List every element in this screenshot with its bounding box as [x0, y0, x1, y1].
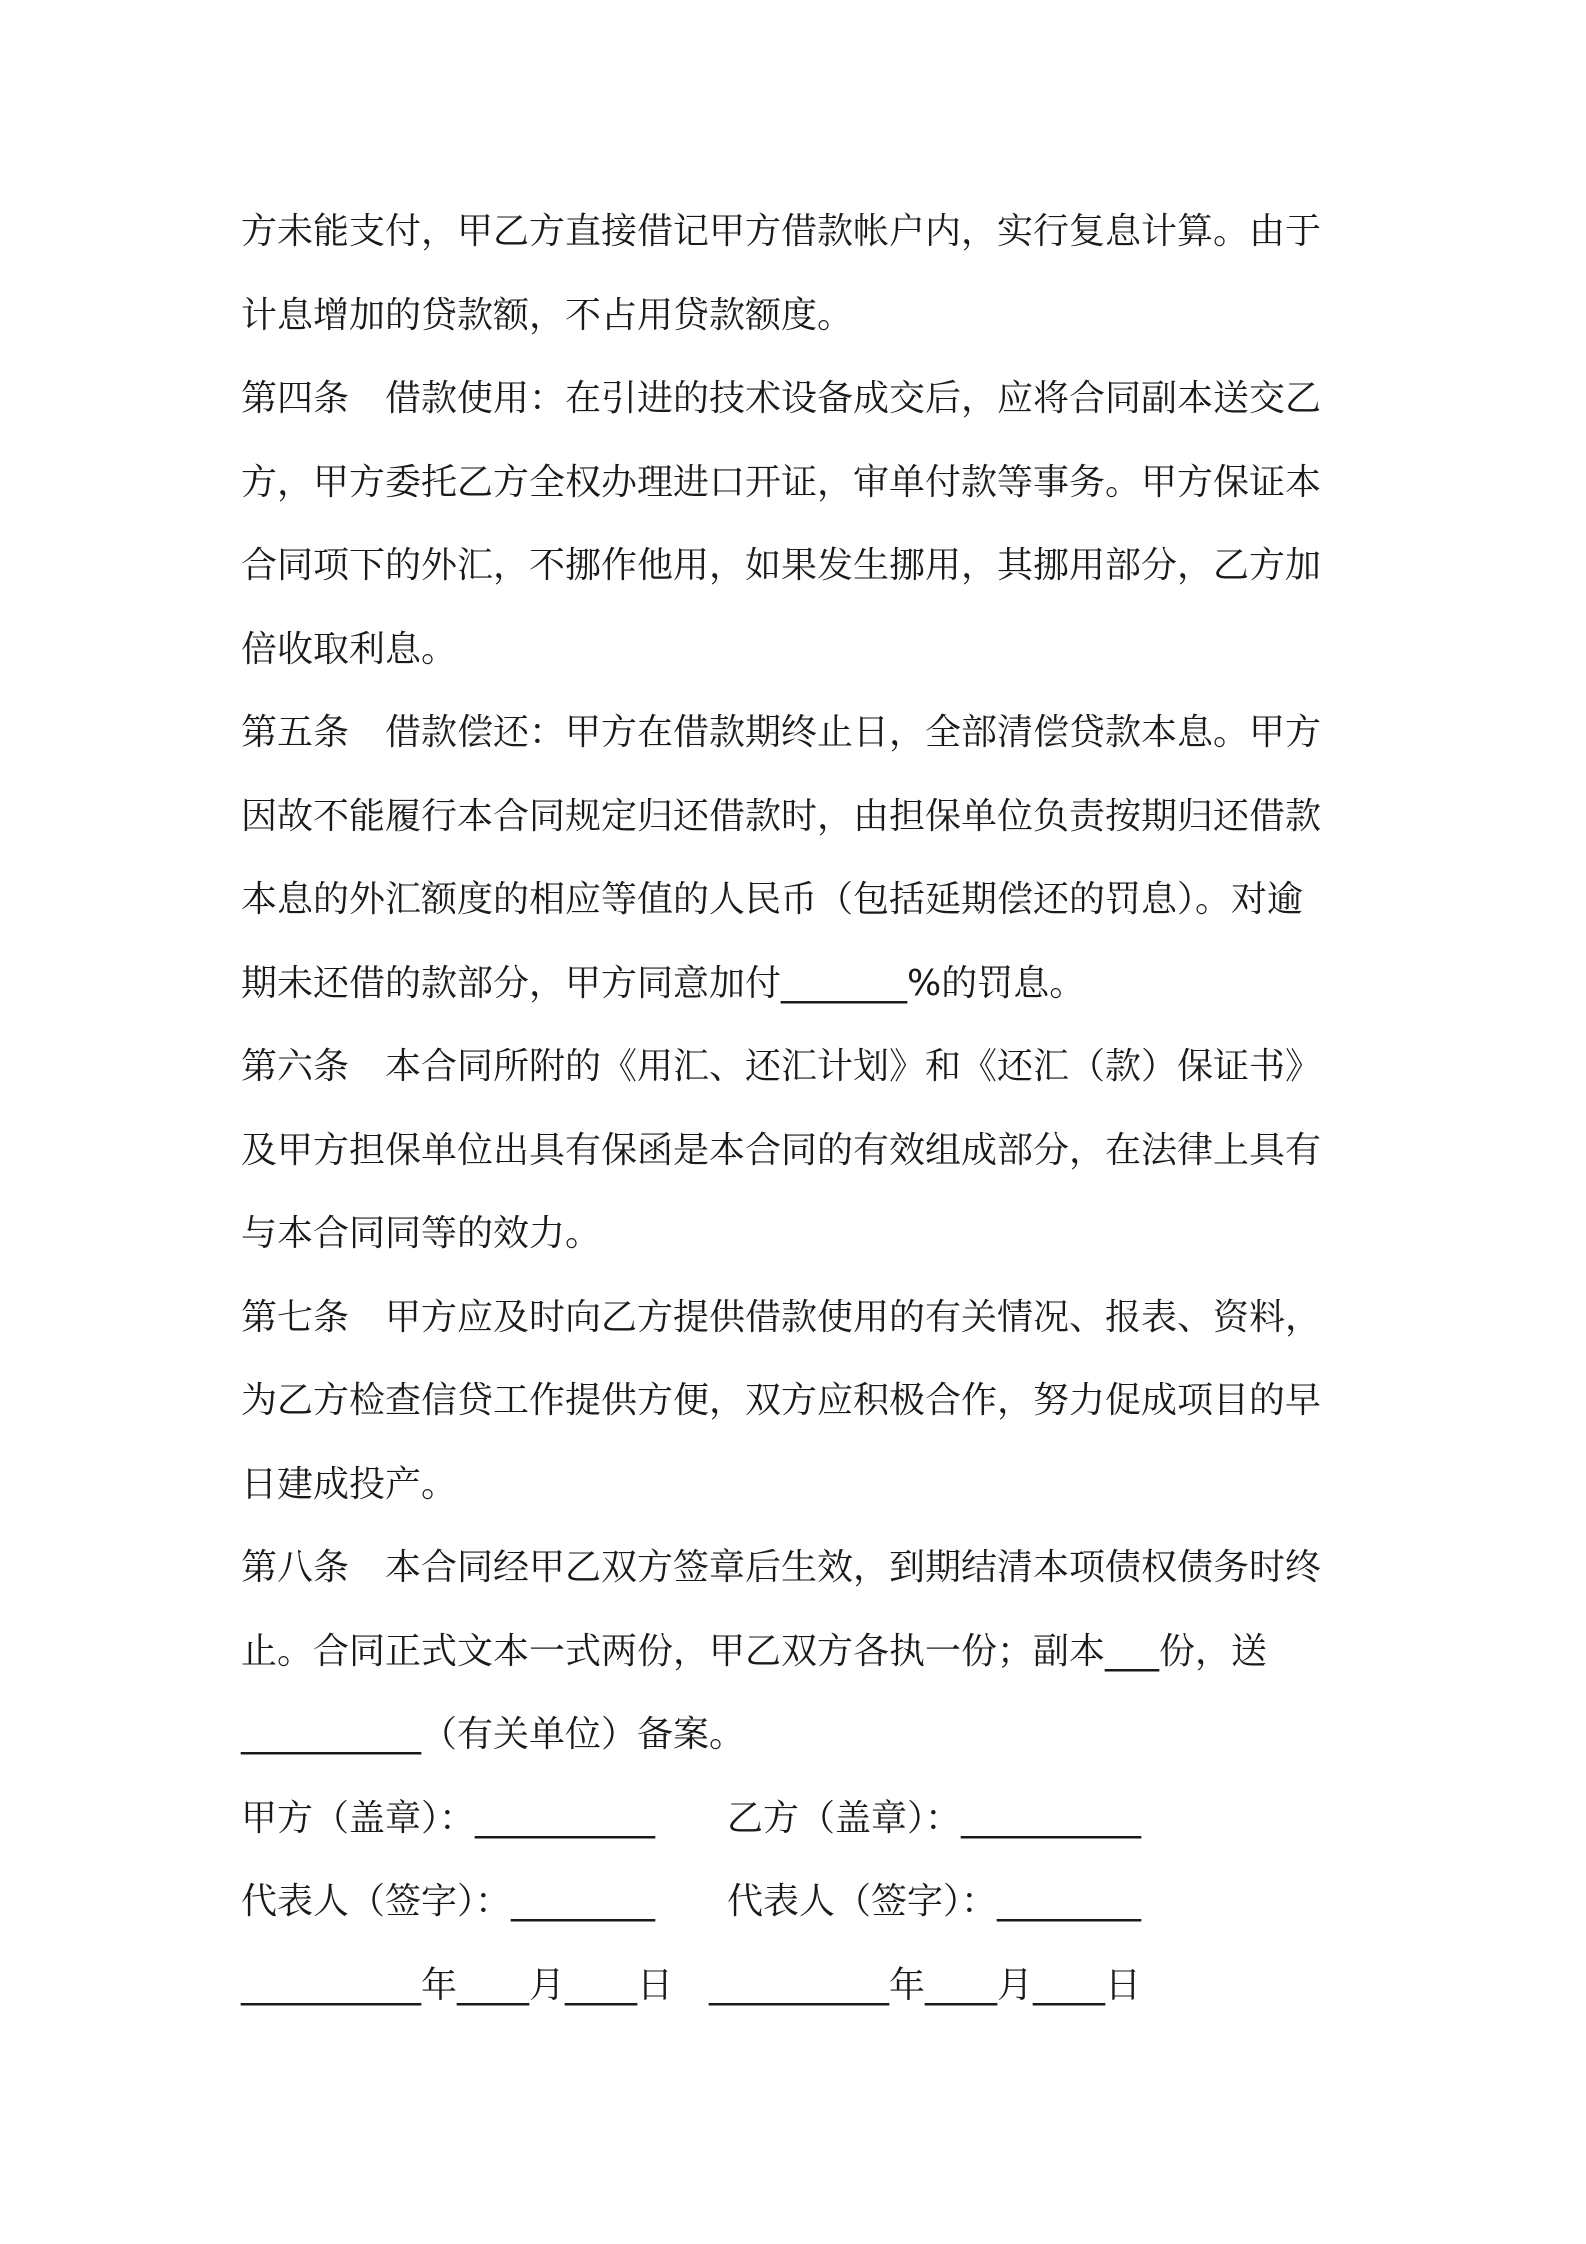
text-line-16: 日建成投产。	[241, 1463, 458, 1505]
article-4-heading-line: 第四条 借款使用：在引进的技术设备成交后，应将合同副本送交乙	[241, 378, 1322, 419]
text-line-10: 期未还借的款部分，甲方同意加付_______%的罚息。	[241, 962, 1086, 1004]
date-line: __________年____月____日 __________年____月____日	[241, 1964, 1141, 2006]
signature-line: 代表人（签字）：________ 代表人（签字）：________	[241, 1881, 1142, 1922]
contract-text	[241, 190, 1356, 2027]
text-line-12: 及甲方担保单位出具有保函是本合同的有效组成部分，在法律上具有	[241, 1129, 1322, 1171]
article-7-heading-line: 第七条 甲方应及时向乙方提供借款使用的有关情况、报表、资料，	[241, 1296, 1322, 1338]
article-5-heading-line: 第五条 借款偿还：甲方在借款期终止日，全部清偿贷款本息。甲方	[241, 712, 1322, 753]
article-8-heading-line: 第八条 本合同经甲乙双方签章后生效，到期结清本项债权债务时终	[241, 1547, 1322, 1588]
text-line-6: 倍收取利息。	[241, 628, 458, 670]
article-6-heading-line: 第六条 本合同所附的《用汇、还汇计划》和《还汇（款）保证书》	[241, 1046, 1322, 1087]
text-line-13: 与本合同同等的效力。	[241, 1213, 602, 1254]
text-line-15: 为乙方检查信贷工作提供方便，双方应积极合作，努力促成项目的早	[241, 1380, 1322, 1421]
text-line-4: 方，甲方委托乙方全权办理进口开证，审单付款等事务。甲方保证本	[241, 461, 1322, 503]
text-line-19: __________（有关单位）备案。	[241, 1714, 746, 1755]
text-line-18: 止。合同正式文本一式两份，甲乙双方各执一份；副本___份，送	[241, 1630, 1268, 1672]
text-line-1: 方未能支付，甲乙方直接借记甲方借款帐户内，实行复息计算。由于	[241, 211, 1322, 252]
seal-line: 甲方（盖章）：__________ 乙方（盖章）：__________	[241, 1797, 1142, 1839]
text-line-9: 本息的外汇额度的相应等值的人民币（包括延期偿还的罚息）。对逾	[241, 879, 1304, 920]
text-line-8: 因故不能履行本合同规定归还借款时，由担保单位负责按期归还借款	[241, 795, 1322, 837]
text-line-5: 合同项下的外汇，不挪作他用，如果发生挪用，其挪用部分，乙方加	[241, 545, 1322, 586]
text-line-2: 计息增加的贷款额，不占用贷款额度。	[241, 294, 854, 336]
